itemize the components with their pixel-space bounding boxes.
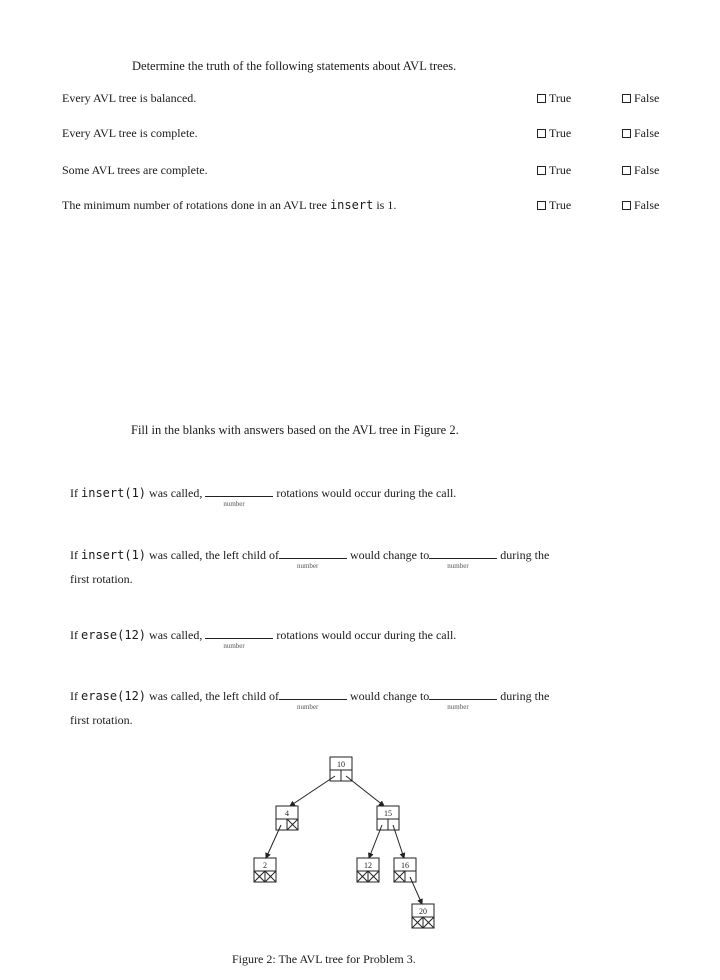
true-label: True [549,198,572,212]
statement-3: Some AVL trees are complete. [62,163,208,177]
q1-after: rotations would occur during the call. [276,486,457,500]
true-label: True [549,91,572,105]
statement-4-code: insert [329,198,374,212]
q4-line2: first rotation. [70,713,133,727]
q4-code: erase(12) [81,689,147,703]
q3-if: If [70,628,81,642]
blank-hint: number [447,703,469,711]
tree-edge [369,825,382,858]
q4-if: If [70,689,81,703]
q1-mid: was called, [146,486,203,500]
true-label: True [549,126,572,140]
q2-code: insert(1) [81,548,147,562]
q2-during: during the [500,548,550,562]
false-label: False [634,163,660,177]
q1-if: If [70,486,81,500]
section2-title: Fill in the blanks with answers based on the AVL tree in Figure 2. [131,423,459,437]
statement-1: Every AVL tree is balanced. [62,91,197,105]
statement-4-text-before: The minimum number of rotations done in an AVL tree [62,198,330,212]
blank-hint: number [296,703,319,711]
q2-mid: was called, the left child of [146,548,279,562]
q4-mid: was called, the left child of [146,689,279,703]
node-label: 4 [285,809,289,818]
blank-hint: number [296,562,319,570]
statement-2: Every AVL tree is complete. [62,126,198,140]
node-label: 10 [337,760,345,769]
q4-change: would change to [349,689,430,703]
section1-title: Determine the truth of the following statements about AVL trees. [132,59,457,73]
q1-code: insert(1) [81,486,147,500]
q3-after: rotations would occur during the call. [276,628,457,642]
statement-4-text-after: is 1. [373,198,397,212]
tree-edge [346,776,384,806]
figure-caption: Figure 2: The AVL tree for Problem 3. [232,952,416,966]
blank-hint: number [223,500,245,508]
node-label: 20 [419,907,427,916]
q4-during: during the [500,689,550,703]
q3-code: erase(12) [81,628,147,642]
q3-mid: was called, [146,628,203,642]
node-label: 15 [384,809,392,818]
true-label: True [549,163,572,177]
tree-edge [290,776,335,806]
node-label: 16 [401,861,409,870]
q2-if: If [70,548,81,562]
node-label: 12 [364,861,372,870]
false-label: False [634,126,660,140]
false-label: False [634,91,660,105]
tree-edge [266,825,281,858]
q2-line2: first rotation. [70,572,133,586]
blank-hint: number [447,562,469,570]
blank-hint: number [223,642,245,650]
q2-change: would change to [349,548,430,562]
node-label: 2 [263,861,267,870]
false-label: False [634,198,660,212]
